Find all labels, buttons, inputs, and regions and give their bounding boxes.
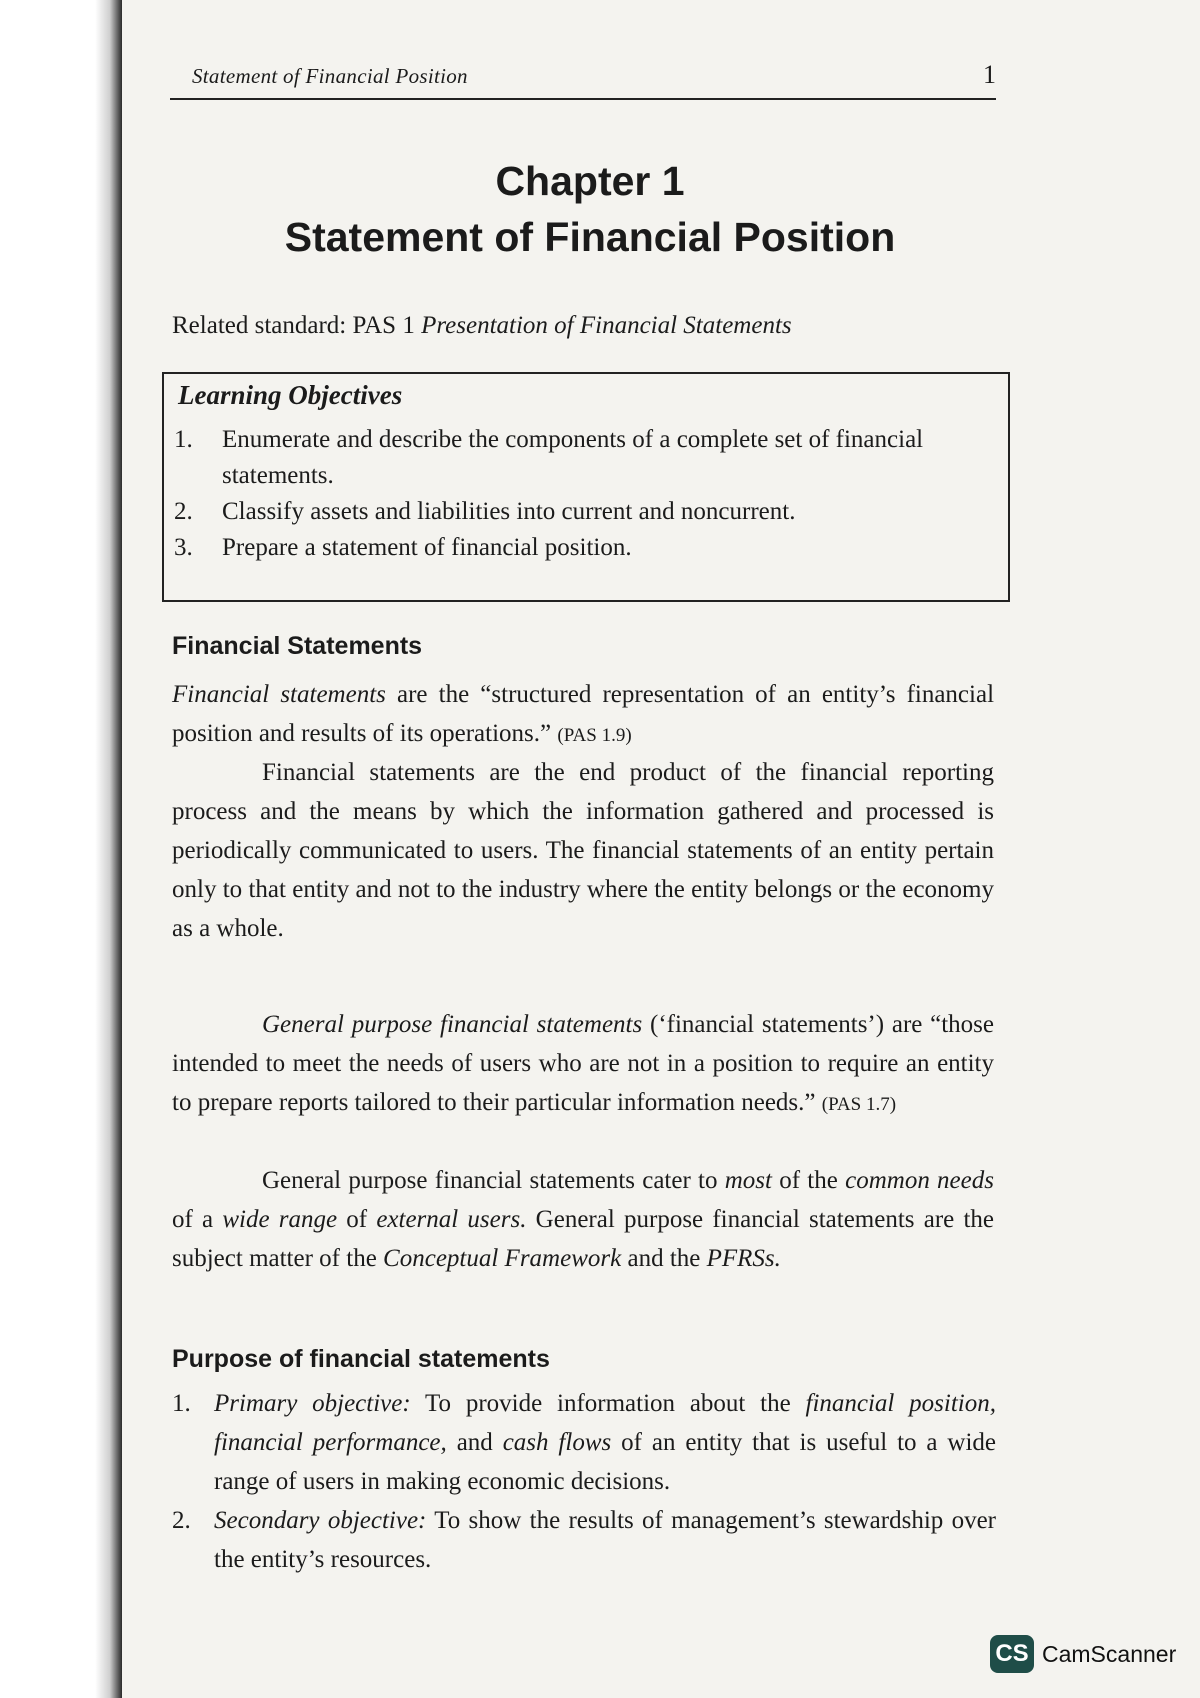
chapter-label: Chapter 1 xyxy=(495,158,685,204)
text-run: and xyxy=(456,1429,493,1456)
paragraph-general-purpose xyxy=(172,1005,994,1124)
emphasis-common-needs: common needs xyxy=(845,1167,994,1194)
purpose-item-secondary xyxy=(172,1501,996,1579)
objective-item xyxy=(174,422,1000,494)
objective-item xyxy=(174,530,1000,566)
text-run: of an entity that is useful to a wide range of users in making economic decisions. xyxy=(214,1429,997,1495)
chapter-title: Statement of Financial Position xyxy=(284,214,896,260)
related-standard-title: Presentation of Financial Statements xyxy=(421,312,792,339)
text-run: of xyxy=(346,1206,368,1233)
paragraph-end-product xyxy=(172,753,994,948)
objective-number: 1. xyxy=(174,426,193,453)
objective-text: Enumerate and describe the components of a complete set of financial statements. xyxy=(222,426,924,489)
paragraph-definition xyxy=(172,675,994,755)
section-heading-financial-statements: Financial Statements xyxy=(172,632,423,660)
related-standard xyxy=(172,312,792,340)
running-title: Statement of Financial Position xyxy=(192,64,468,88)
section-heading-purpose: Purpose of financial statements xyxy=(172,1345,550,1373)
book-page xyxy=(170,0,1010,1698)
camscanner-name: CamScanner xyxy=(1042,1640,1177,1667)
purpose-label: Secondary objective: xyxy=(214,1507,427,1534)
page-number: 1 xyxy=(983,60,996,89)
camscanner-watermark xyxy=(990,1632,1176,1676)
purpose-label: Primary objective: xyxy=(214,1390,411,1417)
text-run: General purpose financial statements cater to xyxy=(262,1167,718,1194)
emphasis-external-users: external users. xyxy=(376,1206,527,1233)
purpose-number: 2. xyxy=(172,1507,191,1534)
camscanner-logo-icon: CS xyxy=(990,1635,1034,1673)
emphasis-financial-position: financial position, financial performance, xyxy=(214,1390,996,1456)
objective-number: 3. xyxy=(174,534,193,561)
objective-text: Classify assets and liabilities into current and noncurrent. xyxy=(222,498,796,525)
citation: (PAS 1.9) xyxy=(557,725,632,746)
objective-number: 2. xyxy=(174,498,193,525)
text-run: of a xyxy=(172,1206,214,1233)
text-run: To provide information about the xyxy=(425,1390,791,1417)
book-spine-shadow xyxy=(0,0,122,1698)
text-run: To show the results of management’s stewardship over the entity’s resources. xyxy=(214,1507,996,1573)
related-prefix: Related standard: xyxy=(172,312,347,339)
emphasis-conceptual-framework: Conceptual Framework xyxy=(383,1245,622,1272)
learning-objectives-list xyxy=(174,422,1000,566)
paragraph-common-needs xyxy=(172,1161,994,1278)
learning-objectives-heading: Learning Objectives xyxy=(178,380,403,410)
running-header xyxy=(170,58,996,100)
text-run: General purpose financial statements are the subject matter of the xyxy=(172,1206,994,1272)
text-run: of the xyxy=(779,1167,838,1194)
learning-objectives-box xyxy=(162,372,1010,602)
emphasis-cash-flows: cash flows xyxy=(502,1429,612,1456)
definition-text: are the “structured representation of an entity’s financial position and results of its operations.” xyxy=(172,681,995,747)
term-general-purpose: General purpose financial statements xyxy=(262,1011,643,1038)
related-standard-code: PAS 1 xyxy=(352,312,415,339)
term-financial-statements: Financial statements xyxy=(172,681,386,708)
emphasis-most: most xyxy=(724,1167,772,1194)
objective-text: Prepare a statement of financial position. xyxy=(222,534,632,561)
citation: (PAS 1.7) xyxy=(821,1094,897,1115)
purpose-list xyxy=(172,1384,996,1579)
text-run: and the xyxy=(627,1245,701,1272)
purpose-number: 1. xyxy=(172,1390,191,1417)
emphasis-wide-range: wide range xyxy=(222,1206,338,1233)
objective-item xyxy=(174,494,1000,530)
emphasis-pfrss: PFRSs. xyxy=(706,1245,781,1272)
purpose-item-primary xyxy=(172,1384,996,1501)
general-purpose-text: (‘financial statements’) are “those intended to meet the needs of users who are not in a position to require an entity to prepare reports tailored to their particular information needs.” xyxy=(172,1011,995,1116)
end-product-text: Financial statements are the end product of the financial reporting process and the means by which the information gathered and processed is periodically communicated to users. The financial statements of an entity pertain only to that entity and not to the industry where the entity belongs or the economy as a whole. xyxy=(172,759,994,942)
